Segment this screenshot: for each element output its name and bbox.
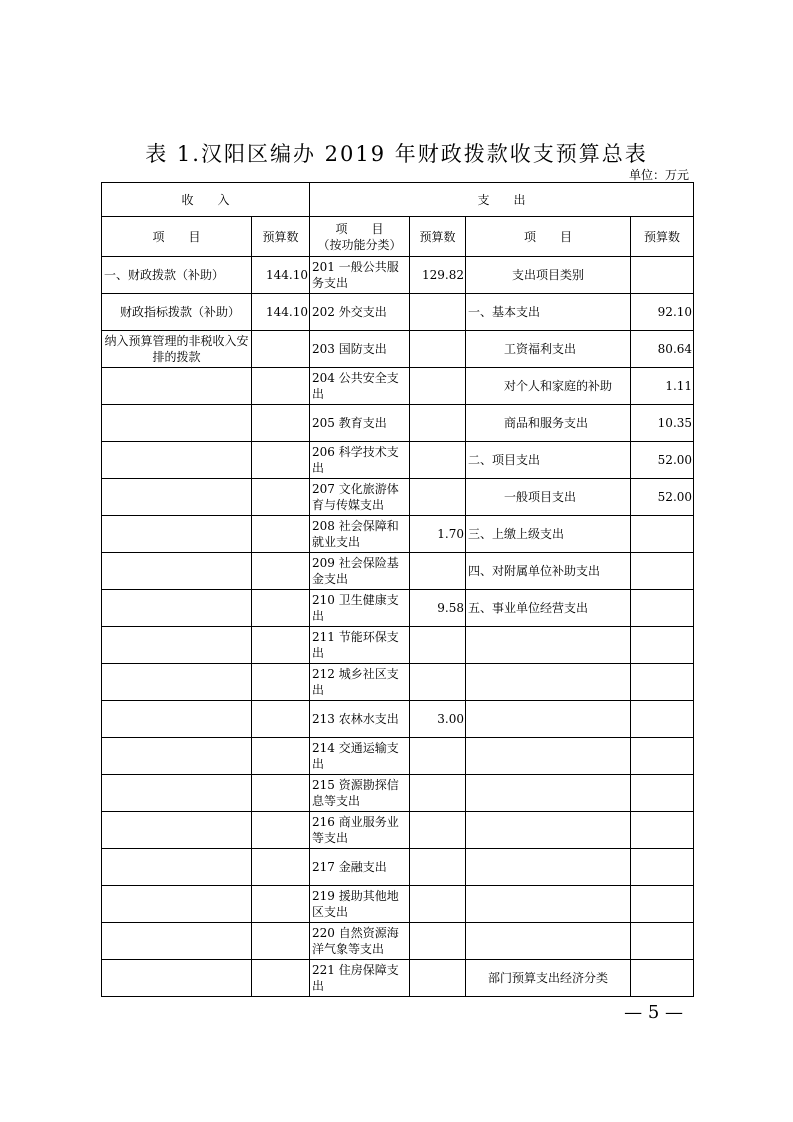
eco-item-cell: 四、对附属单位补助支出 [466,553,631,590]
income-amount-cell [252,701,310,738]
income-amount-cell [252,923,310,960]
table-row [102,405,694,442]
func-amount-cell [410,442,466,479]
func-amount-cell [410,294,466,331]
income-amount-cell [252,442,310,479]
income-item-cell [102,590,252,627]
income-amount-cell [252,775,310,812]
table-row [102,590,694,627]
table-row [102,442,694,479]
income-header: 收 入 [102,183,310,217]
eco-item-cell [466,775,631,812]
eco-item-cell [466,923,631,960]
func-item-cell: 206 科学技术支出 [310,442,410,479]
func-item-cell: 215 资源勘探信息等支出 [310,775,410,812]
func-item-cell: 221 住房保障支出 [310,960,410,997]
eco-amount-cell [631,257,694,294]
func-amount-cell: 3.00 [410,701,466,738]
eco-amount-cell: 52.00 [631,442,694,479]
func-item-cell: 208 社会保障和就业支出 [310,516,410,553]
func-amount-cell [410,405,466,442]
income-item-cell [102,849,252,886]
func-amount-cell [410,627,466,664]
income-item-cell [102,664,252,701]
col-eco-budget: 预算数 [631,217,694,257]
group-header-row [102,183,694,217]
unit-label: 单位：万元 [628,168,689,182]
col-eco-item: 项 目 [466,217,631,257]
eco-item-cell: 商品和服务支出 [466,405,631,442]
income-item-cell [102,368,252,405]
func-item-cell: 211 节能环保支出 [310,627,410,664]
income-item-cell [102,960,252,997]
table-row [102,849,694,886]
col-income-budget: 预算数 [252,217,310,257]
income-item-cell [102,553,252,590]
eco-item-cell [466,627,631,664]
eco-item-cell: 三、上缴上级支出 [466,516,631,553]
table-row [102,257,694,294]
income-amount-cell: 144.10 [252,294,310,331]
eco-amount-cell [631,590,694,627]
eco-item-cell [466,849,631,886]
func-amount-cell [410,553,466,590]
income-amount-cell [252,553,310,590]
func-amount-cell [410,738,466,775]
income-item-cell: 财政指标拨款（补助） [102,294,252,331]
eco-amount-cell: 10.35 [631,405,694,442]
table-row [102,775,694,812]
eco-amount-cell [631,664,694,701]
income-item-cell [102,442,252,479]
func-item-cell: 212 城乡社区支出 [310,664,410,701]
table-row [102,516,694,553]
func-item-cell: 209 社会保险基金支出 [310,553,410,590]
col-func-budget: 预算数 [410,217,466,257]
eco-amount-cell: 92.10 [631,294,694,331]
func-amount-cell [410,331,466,368]
eco-item-cell [466,738,631,775]
func-amount-cell [410,479,466,516]
income-item-cell [102,738,252,775]
income-amount-cell [252,960,310,997]
column-header-row [102,217,694,257]
income-amount-cell [252,738,310,775]
eco-item-cell: 支出项目类别 [466,257,631,294]
income-item-cell [102,701,252,738]
eco-item-cell: 二、项目支出 [466,442,631,479]
func-amount-cell [410,368,466,405]
income-amount-cell [252,812,310,849]
func-item-cell: 210 卫生健康支出 [310,590,410,627]
func-amount-cell: 9.58 [410,590,466,627]
table-row [102,960,694,997]
func-item-cell: 216 商业服务业等支出 [310,812,410,849]
table-row [102,664,694,701]
func-item-cell: 205 教育支出 [310,405,410,442]
eco-amount-cell [631,738,694,775]
func-item-cell: 214 交通运输支出 [310,738,410,775]
income-item-cell [102,886,252,923]
income-amount-cell [252,516,310,553]
func-item-cell: 220 自然资源海洋气象等支出 [310,923,410,960]
income-item-cell [102,923,252,960]
eco-item-cell [466,664,631,701]
income-amount-cell [252,368,310,405]
func-amount-cell [410,886,466,923]
income-amount-cell [252,664,310,701]
eco-item-cell: 对个人和家庭的补助 [466,368,631,405]
table-row [102,738,694,775]
income-item-cell [102,775,252,812]
func-item-cell: 202 外交支出 [310,294,410,331]
income-item-cell [102,812,252,849]
table-row [102,701,694,738]
func-amount-cell [410,923,466,960]
eco-item-cell [466,886,631,923]
income-item-cell: 纳入预算管理的非税收入安排的拨款 [102,331,252,368]
eco-item-cell: 一、基本支出 [466,294,631,331]
eco-amount-cell [631,960,694,997]
func-item-cell: 201 一般公共服务支出 [310,257,410,294]
func-item-cell: 217 金融支出 [310,849,410,886]
table-row [102,294,694,331]
income-amount-cell [252,479,310,516]
page-title: 表 1.汉阳区编办 2019 年财政拨款收支预算总表 [145,142,648,166]
eco-item-cell [466,812,631,849]
func-amount-cell [410,812,466,849]
col-func-item: 项 目 （按功能分类） [310,217,410,257]
eco-item-cell: 五、事业单位经营支出 [466,590,631,627]
table-row [102,812,694,849]
income-item-cell [102,516,252,553]
income-amount-cell [252,331,310,368]
eco-amount-cell [631,701,694,738]
eco-amount-cell: 80.64 [631,331,694,368]
eco-item-cell [466,701,631,738]
eco-item-cell: 一般项目支出 [466,479,631,516]
income-item-cell [102,627,252,664]
eco-item-cell: 部门预算支出经济分类 [466,960,631,997]
eco-amount-cell [631,627,694,664]
eco-amount-cell [631,886,694,923]
func-item-cell: 219 援助其他地区支出 [310,886,410,923]
table-row [102,368,694,405]
income-amount-cell [252,886,310,923]
func-amount-cell [410,849,466,886]
table-row [102,886,694,923]
eco-item-cell: 工资福利支出 [466,331,631,368]
table-row [102,627,694,664]
func-amount-cell [410,664,466,701]
income-amount-cell [252,627,310,664]
eco-amount-cell [631,849,694,886]
eco-amount-cell [631,812,694,849]
income-item-cell [102,405,252,442]
table-row [102,923,694,960]
eco-amount-cell: 1.11 [631,368,694,405]
income-amount-cell [252,590,310,627]
func-item-cell: 203 国防支出 [310,331,410,368]
table-row [102,553,694,590]
budget-table [101,182,694,997]
income-amount-cell [252,405,310,442]
eco-amount-cell [631,553,694,590]
expense-header: 支 出 [310,183,694,217]
table-row [102,331,694,368]
func-amount-cell [410,960,466,997]
income-amount-cell [252,849,310,886]
func-item-cell: 207 文化旅游体育与传媒支出 [310,479,410,516]
eco-amount-cell [631,923,694,960]
func-amount-cell [410,775,466,812]
table-row [102,479,694,516]
eco-amount-cell [631,775,694,812]
income-item-cell [102,479,252,516]
col-income-item: 项 目 [102,217,252,257]
eco-amount-cell: 52.00 [631,479,694,516]
income-item-cell: 一、财政拨款（补助） [102,257,252,294]
income-amount-cell: 144.10 [252,257,310,294]
eco-amount-cell [631,516,694,553]
func-item-cell: 213 农林水支出 [310,701,410,738]
func-amount-cell: 1.70 [410,516,466,553]
func-item-cell: 204 公共安全支出 [310,368,410,405]
func-amount-cell: 129.82 [410,257,466,294]
